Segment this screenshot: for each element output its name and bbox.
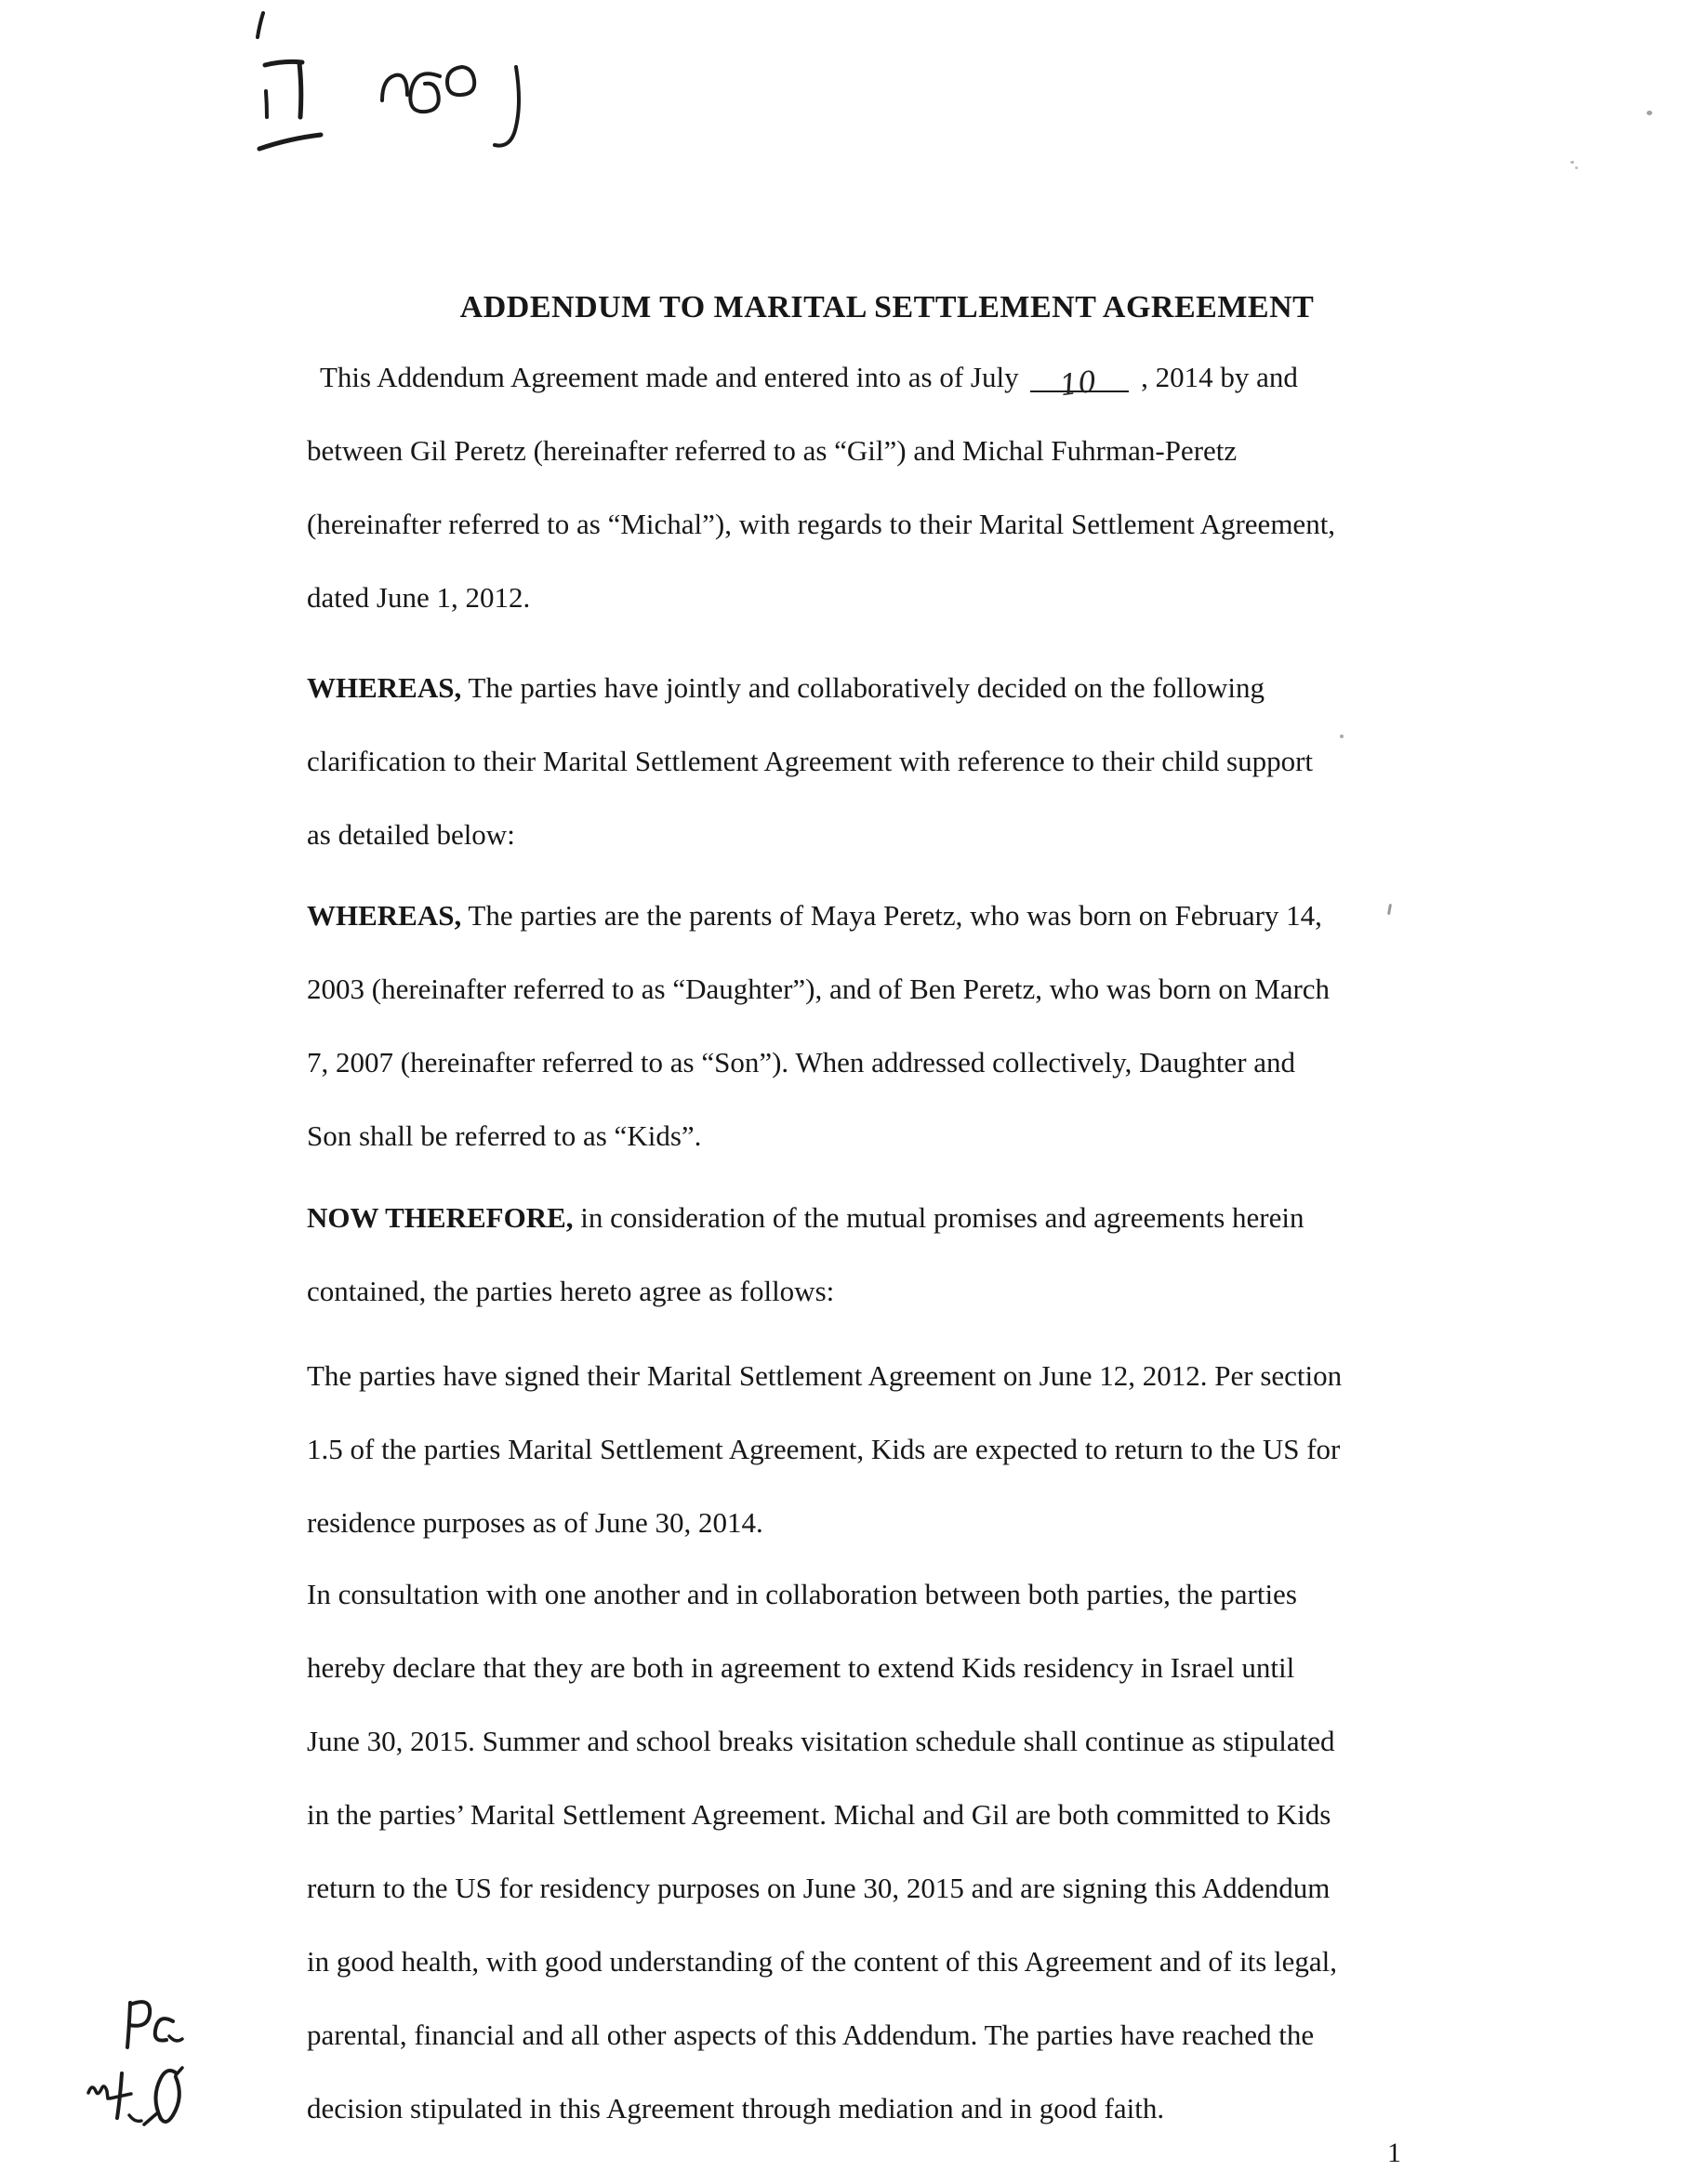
text-line: clarification to their Marital Settlement Agreement with reference to their child support	[307, 745, 1314, 777]
text-segment: in consideration of the mutual promises and agreements herein	[573, 1201, 1305, 1234]
text-line: The parties have signed their Marital Settlement Agreement on June 12, 2012. Per section	[307, 1359, 1343, 1392]
page-number: 1	[1387, 2138, 1401, 2168]
handwritten-initials	[79, 1988, 219, 2151]
now-therefore-lead: NOW THEREFORE,	[307, 1201, 574, 1234]
paragraph-now-therefore	[307, 1181, 1305, 1328]
text-line: (hereinafter referred to as “Michal”), with regards to their Marital Settlement Agreement,	[307, 508, 1336, 540]
scan-speck	[1387, 904, 1392, 915]
paragraph-whereas-1	[307, 651, 1313, 871]
paragraph-intro	[307, 340, 1335, 634]
date-day-blank	[1030, 357, 1129, 404]
text-line: in good health, with good understanding of the content of this Agreement and of its legal,	[307, 1945, 1338, 1978]
scan-speck	[1570, 161, 1574, 164]
text-line: June 30, 2015. Summer and school breaks visitation schedule shall continue as stipulated	[307, 1725, 1335, 1757]
text-segment: The parties are the parents of Maya Peretz, who was born on February 14,	[461, 899, 1322, 932]
document-title: ADDENDUM TO MARITAL SETTLEMENT AGREEMENT	[459, 290, 1315, 324]
text-line: In consultation with one another and in collaboration between both parties, the parties	[307, 1578, 1297, 1610]
handwritten-day: 10	[1058, 364, 1099, 404]
text-line: dated June 1, 2012.	[307, 581, 531, 614]
text-line: in the parties’ Marital Settlement Agreement. Michal and Gil are both committed to Kids	[307, 1798, 1331, 1831]
text-line: decision stipulated in this Agreement through mediation and in good faith.	[307, 2092, 1165, 2124]
paragraph-whereas-2	[307, 879, 1330, 1172]
text-line: return to the US for residency purposes on June 30, 2015 and are signing this Addendum	[307, 1872, 1331, 1904]
text-line: Son shall be referred to as “Kids”.	[307, 1119, 702, 1152]
text-line	[307, 1181, 1305, 1254]
text-line: between Gil Peretz (hereinafter referred to as “Gil”) and Michal Fuhrman-Peretz	[307, 434, 1238, 467]
text-line: contained, the parties hereto agree as follows:	[307, 1275, 835, 1307]
text-line: hereby declare that they are both in agreement to extend Kids residency in Israel until	[307, 1651, 1295, 1684]
whereas-lead: WHEREAS,	[307, 671, 462, 704]
text-line	[307, 340, 1335, 414]
handwritten-annotation	[246, 7, 544, 165]
text-line: 1.5 of the parties Marital Settlement Agreement, Kids are expected to return to the US for	[307, 1433, 1341, 1465]
scan-speck	[1575, 166, 1578, 169]
text-segment: , 2014 by and	[1141, 361, 1298, 393]
text-line	[307, 879, 1330, 952]
text-line: 7, 2007 (hereinafter referred to as “Son”). When addressed collectively, Daughter and	[307, 1046, 1296, 1079]
text-line: residence purposes as of June 30, 2014.	[307, 1506, 763, 1539]
scan-speck	[1340, 735, 1344, 738]
scan-speck	[1647, 111, 1652, 115]
text-line: as detailed below:	[307, 818, 515, 851]
text-segment: This Addendum Agreement made and entered into as of July	[320, 361, 1019, 393]
paragraph-signed-agreement	[307, 1339, 1342, 1559]
text-segment: The parties have jointly and collaboratively decided on the following	[461, 671, 1265, 704]
text-line: 2003 (hereinafter referred to as “Daughter”), and of Ben Peretz, who was born on March	[307, 973, 1331, 1005]
whereas-lead: WHEREAS,	[307, 899, 462, 932]
text-line	[307, 651, 1313, 724]
paragraph-consultation	[307, 1557, 1337, 2145]
text-line: parental, financial and all other aspects of this Addendum. The parties have reached the	[307, 2019, 1315, 2051]
